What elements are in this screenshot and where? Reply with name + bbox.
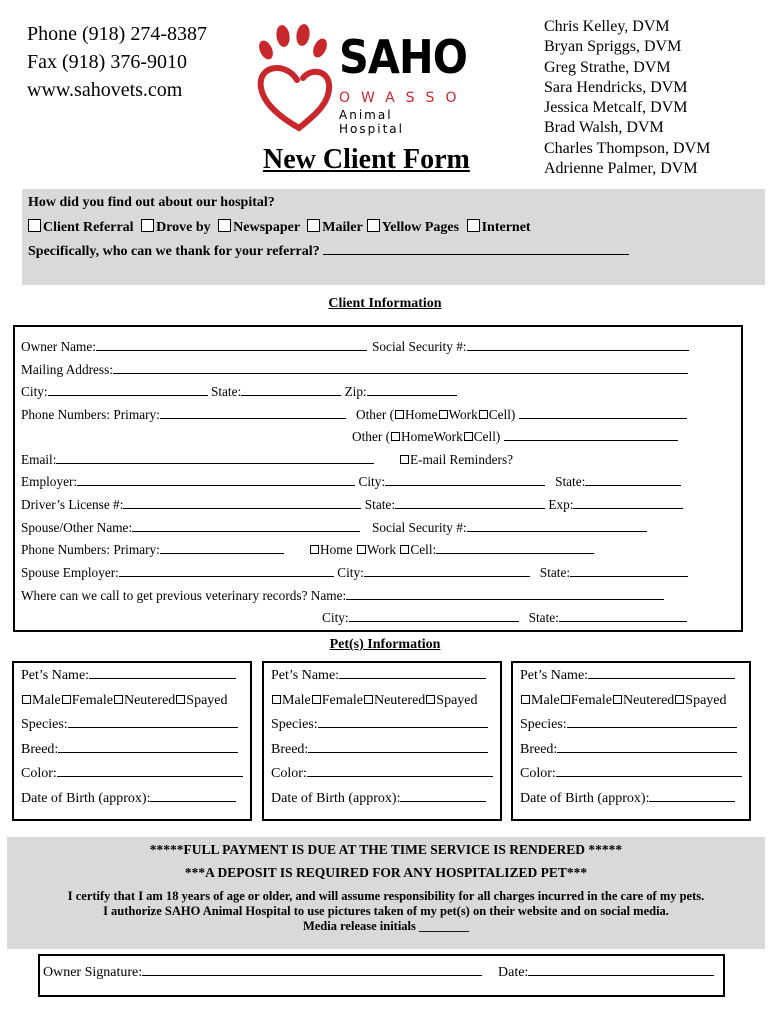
spouse-employer-label: Spouse Employer: (21, 565, 119, 580)
spouse-employer-state-field[interactable] (570, 566, 688, 577)
email-reminders-label: E-mail Reminders? (410, 452, 514, 467)
male-checkbox[interactable] (22, 695, 31, 704)
neutered-label: Neutered (123, 693, 176, 708)
referral-checkbox[interactable] (218, 219, 231, 232)
home-label: Home (320, 542, 353, 557)
referral-checkbox[interactable] (28, 219, 41, 232)
employer-label: Employer: (21, 474, 78, 489)
species-label: Species: (21, 717, 68, 732)
spouse-employer-row (21, 565, 688, 581)
payment-notice (7, 837, 765, 949)
male-label: Male (32, 693, 61, 708)
license-row (21, 497, 683, 513)
home-checkbox[interactable] (310, 545, 319, 554)
referral-checkbox[interactable] (141, 219, 154, 232)
spouse-ssn-field[interactable] (467, 521, 647, 532)
cell-label: Cell) (473, 429, 501, 444)
owner-name-label: Owner Name: (21, 339, 96, 354)
other-label: Other ( (356, 407, 395, 422)
spayed-checkbox[interactable] (426, 695, 435, 704)
pet-card (262, 661, 502, 821)
prev-state-label: State: (528, 610, 559, 625)
referral-option-label: Drove by (156, 220, 211, 235)
spouse-employer-state-label: State: (539, 565, 571, 580)
species-label: Species: (520, 717, 567, 732)
pet-card (511, 661, 751, 821)
dob-field[interactable] (400, 791, 486, 802)
spouse-ssn-row (372, 520, 647, 536)
pet-name-label: Pet’s Name: (271, 668, 340, 683)
mailing-label: Mailing Address: (21, 362, 113, 377)
dob-field[interactable] (150, 791, 236, 802)
pet-name-label: Pet’s Name: (21, 668, 90, 683)
email-field[interactable] (56, 453, 374, 464)
owner-signature-row (43, 965, 482, 981)
city-field[interactable] (48, 385, 208, 396)
saho-logo (253, 22, 468, 136)
city-label: City: (21, 384, 48, 399)
dob-label: Date of Birth (approx): (271, 791, 401, 806)
prev-records-row (21, 588, 664, 604)
ssn-field[interactable] (467, 340, 689, 351)
phone-number: Phone (918) 274-8387 (27, 23, 207, 45)
species-field[interactable] (68, 717, 238, 728)
pet-card (12, 661, 252, 821)
employer-field[interactable] (77, 475, 355, 486)
work-label: Work (448, 407, 478, 422)
spouse-employer-city-label: City: (337, 565, 364, 580)
client-info-box (13, 325, 743, 632)
male-label: Male (531, 693, 560, 708)
doctor-name: Sara Hendricks, DVM (544, 78, 688, 96)
neutered-checkbox[interactable] (613, 695, 622, 704)
primary-phone-field[interactable] (160, 408, 346, 419)
referral-checkbox[interactable] (467, 219, 480, 232)
doctor-name: Greg Strathe, DVM (544, 58, 671, 76)
female-label: Female (71, 693, 113, 708)
referral-option-label: Mailer (322, 220, 363, 235)
spouse-name-row (21, 520, 360, 536)
color-field[interactable] (307, 766, 493, 777)
spouse-ssn-label: Social Security #: (372, 520, 467, 535)
referral-option-label: Client Referral (43, 220, 134, 235)
spayed-checkbox[interactable] (176, 695, 185, 704)
doctor-name: Bryan Spriggs, DVM (544, 38, 682, 56)
species-label: Species: (271, 717, 318, 732)
employer-city-field[interactable] (385, 475, 545, 486)
spouse-cell-field[interactable] (436, 543, 594, 554)
referral-thanks-field[interactable] (323, 243, 629, 255)
website-link[interactable]: www.sahovets.com (27, 79, 183, 101)
spouse-phone-type-row (309, 542, 594, 558)
dob-label: Date of Birth (approx): (21, 791, 151, 806)
spayed-label: Spayed (685, 693, 727, 708)
spouse-employer-field[interactable] (119, 566, 334, 577)
client-info-heading: Client Information (328, 296, 442, 311)
email-label: Email: (21, 452, 57, 467)
neutered-checkbox[interactable] (364, 695, 373, 704)
breed-label: Breed: (520, 742, 558, 757)
female-label: Female (321, 693, 363, 708)
spouse-phone-label: Phone Numbers: Primary: (21, 542, 160, 557)
spouse-name-field[interactable] (132, 521, 360, 532)
prev-state-field[interactable] (559, 611, 687, 622)
species-field[interactable] (567, 717, 737, 728)
city-state-zip-row (21, 384, 457, 400)
prev-city-field[interactable] (349, 611, 519, 622)
referral-options (24, 219, 531, 236)
logo-subtitle: Animal Hospital (339, 108, 404, 136)
cell-label: Cell) (488, 407, 516, 422)
mailing-field[interactable] (113, 363, 688, 374)
exp-label: Exp: (548, 497, 574, 512)
referral-option-label: Internet (481, 220, 531, 235)
breed-label: Breed: (21, 742, 59, 757)
prev-records-location-row (322, 610, 687, 626)
color-label: Color: (271, 766, 307, 781)
doctor-list (544, 17, 710, 179)
breed-field[interactable] (557, 742, 737, 753)
cell-checkbox[interactable] (400, 545, 409, 554)
female-checkbox[interactable] (312, 695, 321, 704)
color-field[interactable] (556, 766, 742, 777)
spouse-phone-field[interactable] (160, 543, 284, 554)
female-checkbox[interactable] (62, 695, 71, 704)
email-reminders-row (399, 452, 513, 468)
color-label: Color: (520, 766, 556, 781)
employer-state-label: State: (555, 474, 586, 489)
color-field[interactable] (57, 766, 243, 777)
authorize-text: I authorize SAHO Animal Hospital to use pictures taken of my pet(s) on their website and on social media. (103, 904, 669, 918)
owner-signature-field[interactable] (142, 965, 482, 976)
license-field[interactable] (123, 498, 361, 509)
email-reminders-checkbox[interactable] (400, 455, 409, 464)
doctor-name: Brad Walsh, DVM (544, 119, 664, 137)
deposit-notice-text: ***A DEPOSIT IS REQUIRED FOR ANY HOSPITALIZED PET*** (184, 865, 588, 880)
color-label: Color: (21, 766, 57, 781)
date-row (498, 965, 714, 981)
contact-info (27, 20, 207, 104)
zip-field[interactable] (367, 385, 457, 396)
referral-checkbox[interactable] (367, 219, 380, 232)
referral-thanks-label: Specifically, who can we thank for your referral? (28, 244, 320, 259)
media-release-initials[interactable]: Media release initials ________ (302, 919, 470, 933)
state-label: State: (210, 384, 242, 399)
work-checkbox[interactable] (439, 410, 448, 419)
logo-name: SAHO (339, 30, 468, 84)
spayed-label: Spayed (436, 693, 478, 708)
cell-checkbox[interactable] (479, 410, 488, 419)
employer-city-label: City: (358, 474, 386, 489)
pet-name-label: Pet’s Name: (520, 668, 589, 683)
cell-checkbox[interactable] (464, 432, 473, 441)
male-checkbox[interactable] (272, 695, 281, 704)
female-checkbox[interactable] (561, 695, 570, 704)
spayed-label: Spayed (186, 693, 228, 708)
exp-field[interactable] (573, 498, 683, 509)
breed-label: Breed: (271, 742, 309, 757)
breed-field[interactable] (308, 742, 488, 753)
spouse-employer-city-field[interactable] (364, 566, 530, 577)
other-phone-field-2[interactable] (504, 430, 678, 441)
home-label: Home (405, 407, 438, 422)
doctor-name: Adrienne Palmer, DVM (544, 160, 698, 178)
pet-name-field[interactable] (89, 668, 236, 679)
referral-checkbox[interactable] (307, 219, 320, 232)
date-field[interactable] (528, 965, 714, 976)
zip-label: Zip: (344, 384, 367, 399)
prev-records-label: Where can we call to get previous veterinary records? Name: (21, 588, 347, 603)
cell-label: Cell: (410, 542, 437, 557)
owner-name-row (21, 339, 367, 355)
referral-option-label: Yellow Pages (381, 220, 460, 235)
email-row (21, 452, 374, 468)
neutered-label: Neutered (622, 693, 675, 708)
dob-label: Date of Birth (approx): (520, 791, 650, 806)
other-label: Other ( (352, 429, 391, 444)
ssn-label: Social Security #: (372, 339, 467, 354)
primary-phone-label: Phone Numbers: Primary: (21, 407, 160, 422)
page-title: New Client Form (263, 144, 470, 175)
certify-text: I certify that I am 18 years of age or older, and will assume responsibility for all charges incurred in the care of my pets. (67, 889, 705, 903)
referral-question: How did you find out about our hospital? (28, 195, 275, 210)
dob-field[interactable] (649, 791, 735, 802)
spayed-checkbox[interactable] (675, 695, 684, 704)
referral-thanks-row (28, 243, 629, 260)
date-label: Date: (498, 965, 529, 980)
spouse-name-label: Spouse/Other Name: (21, 520, 133, 535)
owner-name-field[interactable] (96, 340, 367, 351)
prev-city-label: City: (322, 610, 349, 625)
employer-state-field[interactable] (585, 475, 681, 486)
male-checkbox[interactable] (521, 695, 530, 704)
pet-name-field[interactable] (339, 668, 486, 679)
prev-records-field[interactable] (346, 589, 664, 600)
breed-field[interactable] (58, 742, 238, 753)
male-label: Male (282, 693, 311, 708)
species-field[interactable] (318, 717, 488, 728)
doctor-name: Jessica Metcalf, DVM (544, 99, 688, 117)
home-checkbox[interactable] (391, 432, 400, 441)
other-phone-row-2 (352, 429, 678, 445)
license-label: Driver’s License #: (21, 497, 124, 512)
logo-city: OWASSO (339, 90, 468, 106)
pet-info-heading: Pet(s) Information (329, 637, 441, 652)
other-phone-row (356, 407, 687, 423)
fax-number: Fax (918) 376-9010 (27, 51, 187, 73)
payment-notice-text: *****FULL PAYMENT IS DUE AT THE TIME SERVICE IS RENDERED ***** (149, 842, 623, 857)
state-field[interactable] (241, 385, 341, 396)
owner-signature-label: Owner Signature: (43, 965, 143, 980)
license-state-label: State: (364, 497, 396, 512)
referral-option-label: Newspaper (233, 220, 300, 235)
home-checkbox[interactable] (395, 410, 404, 419)
work-checkbox[interactable] (357, 545, 366, 554)
referral-section (22, 189, 765, 285)
home-label: Home (401, 429, 434, 444)
signature-box (38, 954, 725, 997)
work-label: Work (366, 542, 397, 557)
work-label: Work (433, 429, 463, 444)
primary-phone-row (21, 407, 346, 423)
other-phone-field[interactable] (519, 408, 687, 419)
doctor-name: Chris Kelley, DVM (544, 18, 670, 35)
neutered-label: Neutered (373, 693, 426, 708)
female-label: Female (570, 693, 612, 708)
paw-heart-icon (253, 22, 343, 132)
pet-name-field[interactable] (588, 668, 735, 679)
license-state-field[interactable] (395, 498, 545, 509)
ssn-row (372, 339, 689, 355)
doctor-name: Charles Thompson, DVM (544, 139, 711, 157)
employer-row (21, 474, 681, 490)
neutered-checkbox[interactable] (114, 695, 123, 704)
spouse-phone-row (21, 542, 284, 558)
mailing-row (21, 362, 688, 378)
